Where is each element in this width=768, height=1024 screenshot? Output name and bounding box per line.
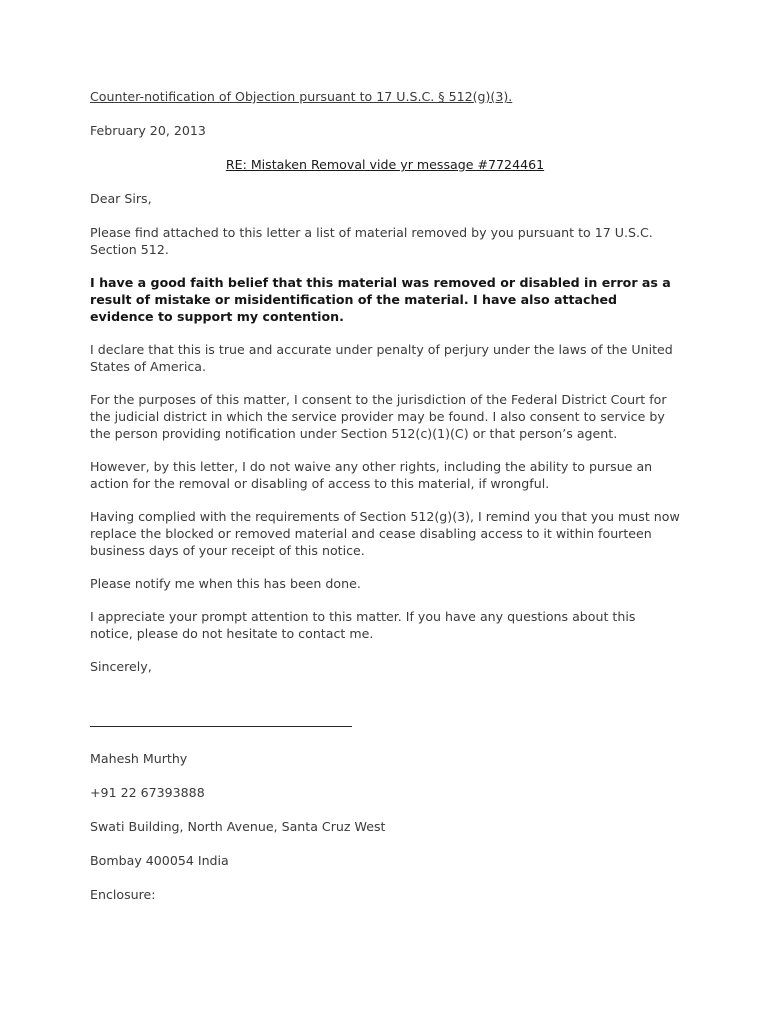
signer-name: Mahesh Murthy xyxy=(90,751,188,766)
letter-page xyxy=(90,88,680,902)
paragraph-attached-list: Please find attached to this letter a list of material removed by you pursuant to 17 U.S.C. Section 512. xyxy=(90,225,653,257)
paragraph-good-faith-belief: I have a good faith belief that this material was removed or disabled in error as a result of mistake or misidentification of the material. I have also attached evidence to support my contention. xyxy=(90,275,671,324)
signer-address-line1: Swati Building, North Avenue, Santa Cruz West xyxy=(90,819,386,834)
signer-address-line2: Bombay 400054 India xyxy=(90,853,229,868)
reference-line: RE: Mistaken Removal vide yr message #7724461 xyxy=(225,157,545,172)
closing: Sincerely, xyxy=(90,659,152,674)
paragraph-appreciation: I appreciate your prompt attention to this matter. If you have any questions about this notice, please do not hesitate to contact me. xyxy=(90,609,636,641)
signer-phone: +91 22 67393888 xyxy=(90,785,205,800)
paragraph-replacement-request: Having complied with the requirements of Section 512(g)(3), I remind you that you must now replace the blocked or removed material and cease disabling access to it within fourteen business days of your receipt of this notice. xyxy=(90,509,680,558)
signature-block xyxy=(90,750,385,920)
letter-date: February 20, 2013 xyxy=(90,123,206,138)
paragraph-notify-request: Please notify me when this has been done. xyxy=(90,576,361,591)
enclosure-label: Enclosure: xyxy=(90,887,156,902)
signature-line xyxy=(90,726,352,727)
paragraph-rights-reserved: However, by this letter, I do not waive any other rights, including the ability to pursue an action for the removal or disabling of access to this material, if wrongful. xyxy=(90,459,653,491)
letter-subject: Counter-notification of Objection pursuant to 17 U.S.C. § 512(g)(3). xyxy=(90,89,513,104)
paragraph-perjury-declaration: I declare that this is true and accurate under penalty of perjury under the laws of the United States of America. xyxy=(90,342,673,374)
paragraph-jurisdiction-consent: For the purposes of this matter, I consent to the jurisdiction of the Federal District Court for the judicial district in which the service provider may be found. I also consent to service by the person providing notification under Section 512(c)(1)(C) or that person’s agent. xyxy=(90,392,667,441)
salutation: Dear Sirs, xyxy=(90,191,152,206)
